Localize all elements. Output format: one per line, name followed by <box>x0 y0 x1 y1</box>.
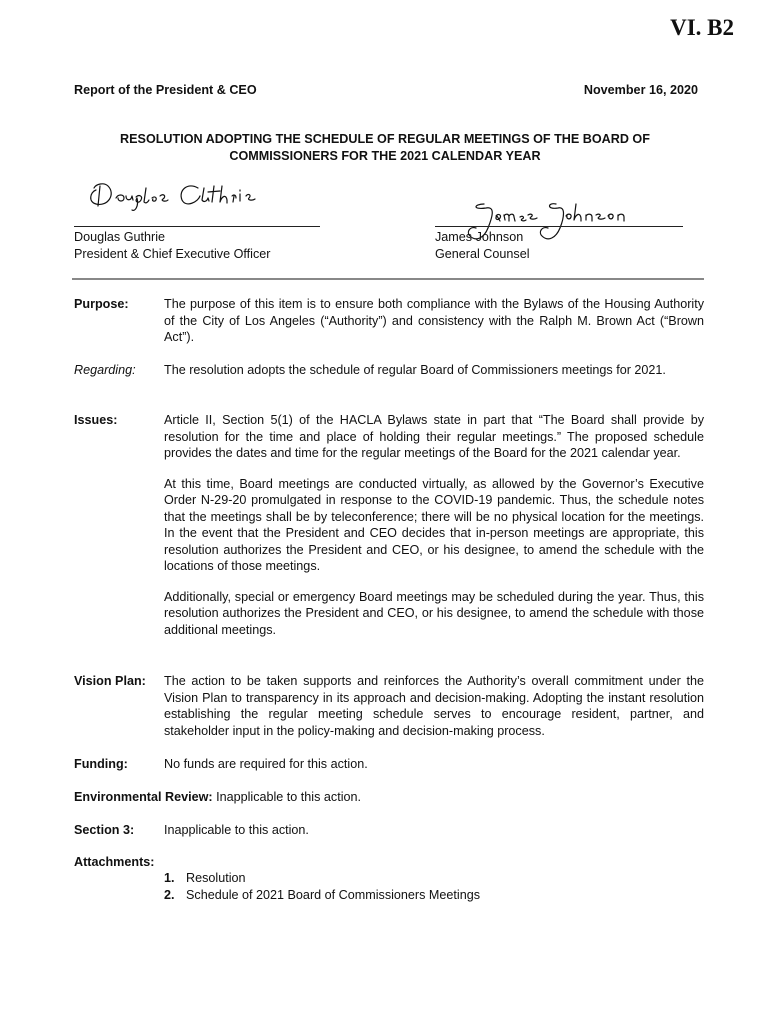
attachments-list <box>164 870 480 903</box>
agenda-item-id: VI. B2 <box>670 15 734 40</box>
signatory-left <box>74 229 270 263</box>
section-label: Vision Plan: <box>74 674 146 688</box>
header-divider <box>72 278 704 280</box>
list-text: Resolution <box>186 871 246 885</box>
section-label: Attachments: <box>74 855 155 869</box>
section-text: The action to be taken supports and reinforces the Authority’s overall commitment under the Vision Plan to transparency in its approach and decision-making. Adopting the instant resolution establishing the regular meeting schedule serves to encourage resident, partner, and stakeholder input in the policy-making and decision-making process. <box>164 674 704 738</box>
section-text: The resolution adopts the schedule of regular Board of Commissioners meetings for 2021. <box>164 363 666 377</box>
signatory-right <box>435 229 530 263</box>
section-label: Section 3: <box>74 823 135 837</box>
list-item <box>164 870 480 887</box>
report-title: Report of the President & CEO <box>74 83 257 97</box>
signatory-name: Douglas Guthrie <box>74 230 166 244</box>
report-date: November 16, 2020 <box>583 83 698 97</box>
section-text: The purpose of this item is to ensure both compliance with the Bylaws of the Housing Authority of the City of Los Angeles (“Authority”) and consistency with the Ralph M. Brown Act (“Brown Act”). <box>164 297 704 344</box>
section-label: Regarding: <box>74 363 136 377</box>
section-label: Funding: <box>74 757 128 771</box>
section-text: Inapplicable to this action. <box>216 790 361 804</box>
section-text: Inapplicable to this action. <box>164 823 309 837</box>
signature-douglas-guthrie <box>86 180 276 220</box>
signatory-role: General Counsel <box>435 247 530 261</box>
section-label: Purpose: <box>74 297 129 311</box>
list-number: 1. <box>164 871 175 885</box>
section-text: No funds are required for this action. <box>164 757 368 771</box>
paragraph: Article II, Section 5(1) of the HACLA Bylaws state in part that “The Board shall provide by resolution for the time and place of holding their regular meetings.” The proposed schedule provides the dates and time for the regular meetings of the Board for the 2021 calendar year. <box>164 413 704 460</box>
section-attachments <box>74 854 704 914</box>
paragraph: At this time, Board meetings are conducted virtually, as allowed by the Governor’s Executive Order N-29-20 promulgated in response to the COVID-19 pandemic. Thus, the schedule notes that the meetings shall be by teleconference; there will be no physical location for the meetings. In the event that the President and CEO decides that in-person meetings are appropriate, this resolution authorizes the President and CEO, or his designee, to amend the schedule with the locations of those meetings. <box>164 476 704 573</box>
list-number: 2. <box>164 887 175 902</box>
list-text: Schedule of 2021 Board of Commissioners Meetings <box>186 887 481 902</box>
document-title: RESOLUTION ADOPTING THE SCHEDULE OF REGULAR MEETINGS OF THE BOARD OF COMMISSIONERS FOR THE 2021 CALENDAR YEAR <box>120 132 650 163</box>
list-item <box>164 887 480 904</box>
signatory-role: President & Chief Executive Officer <box>74 247 271 261</box>
section-label: Issues: <box>74 413 118 427</box>
signatory-name: James Johnson <box>435 230 524 244</box>
section-text <box>164 412 704 652</box>
signature-line-left <box>74 226 320 227</box>
section-label: Environmental Review: <box>74 790 213 804</box>
signature-line-right <box>435 226 683 227</box>
paragraph: Additionally, special or emergency Board meetings may be scheduled during the year. Thus, this resolution authorizes the President and CEO, or his designee, to amend the schedule with those additional meetings. <box>164 589 704 637</box>
